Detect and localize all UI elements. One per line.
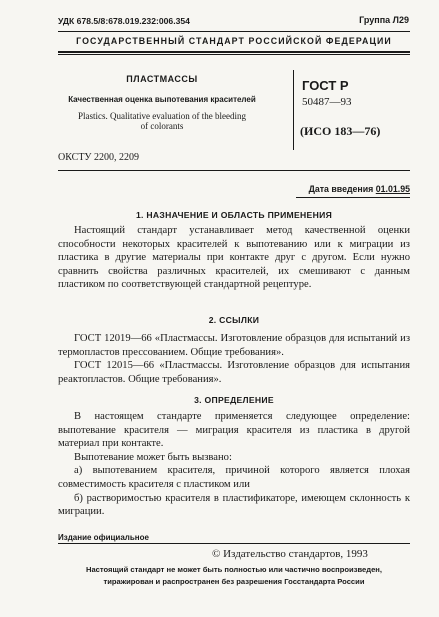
udk-code: УДК 678.5/8:678.019.232:006.354 xyxy=(58,16,190,26)
gost-number: 50487—93 xyxy=(302,96,352,108)
english-title-line2: of colorants xyxy=(140,121,184,131)
gost-designation: ГОСТ Р xyxy=(302,78,349,93)
group-code: Группа Л29 xyxy=(359,15,409,25)
reproduction-notice-line2: тиражирован и распространен без разрешения Госстандарта России xyxy=(103,577,365,586)
effective-date-label: Дата введения xyxy=(308,184,374,194)
title-bottom-rule xyxy=(58,170,410,171)
definition-paragraph: В настоящем стандарте применяется следующее определение: выпотевание красителя — миграция красителя из пластика в другой материал при контакте. xyxy=(58,411,410,450)
section-1-paragraph: Настоящий стандарт устанавливает метод качественной оценки способности некоторых красителей к выпотеванию или к миграции из пластика в другие материалы при контакте друг с другом. Если нужно сравнить свойства различных красителей, их смешивают с данным пластиком по соответствующей стандартной рецептуре. xyxy=(58,225,410,291)
section-3-heading: 3. ОПРЕДЕЛЕНИЕ xyxy=(194,395,274,405)
title-divider xyxy=(293,70,294,150)
official-edition-label: Издание официальное xyxy=(58,533,149,542)
top-rule xyxy=(58,31,410,32)
copyright-notice: © Издательство стандартов, 1993 xyxy=(212,548,368,560)
effective-date xyxy=(309,184,410,194)
document-title: ПЛАСТМАССЫ xyxy=(126,74,198,84)
cause-item-b: б) растворимостью красителя в пластификаторе, имеющем склонность к миграции. xyxy=(58,492,410,518)
section-2-heading: 2. ССЫЛКИ xyxy=(208,315,260,325)
section-2-references xyxy=(58,332,410,386)
reproduction-notice-line1: Настоящий стандарт не может быть полностью или частично воспроизведен, xyxy=(85,565,383,574)
document-subtitle: Качественная оценка выпотевания красителей xyxy=(68,95,256,104)
section-3-body xyxy=(58,410,410,519)
reference-gost-12019: ГОСТ 12019—66 «Пластмассы. Изготовление образцов для испытаний из термопластов прессованием. Общие требования». xyxy=(58,333,410,358)
footer-rule xyxy=(58,543,410,544)
date-rule xyxy=(296,197,410,198)
header-double-rule-bottom xyxy=(58,54,410,55)
section-1-body xyxy=(58,224,410,292)
state-standard-title: ГОСУДАРСТВЕННЫЙ СТАНДАРТ РОССИЙСКОЙ ФЕДЕРАЦИИ xyxy=(76,36,392,46)
cause-item-a: а) выпотеванием красителя, причиной которого является плохая совместимость красителя с пластиком или xyxy=(58,465,410,490)
causes-intro: Выпотевание может быть вызвано: xyxy=(74,451,232,463)
iso-reference: (ИСО 183—76) xyxy=(300,124,381,138)
section-1-heading: 1. НАЗНАЧЕНИЕ И ОБЛАСТЬ ПРИМЕНЕНИЯ xyxy=(135,210,333,220)
okstu-code: ОКСТУ 2200, 2209 xyxy=(58,152,140,163)
effective-date-value: 01.01.95 xyxy=(375,184,410,194)
reference-gost-12015: ГОСТ 12015—66 «Пластмассы. Изготовление образцов для испытания реактопластов. Общие требования». xyxy=(58,360,410,385)
english-title-line1: Plastics. Qualitative evaluation of the bleeding xyxy=(78,111,246,121)
header-double-rule-top xyxy=(58,51,410,53)
